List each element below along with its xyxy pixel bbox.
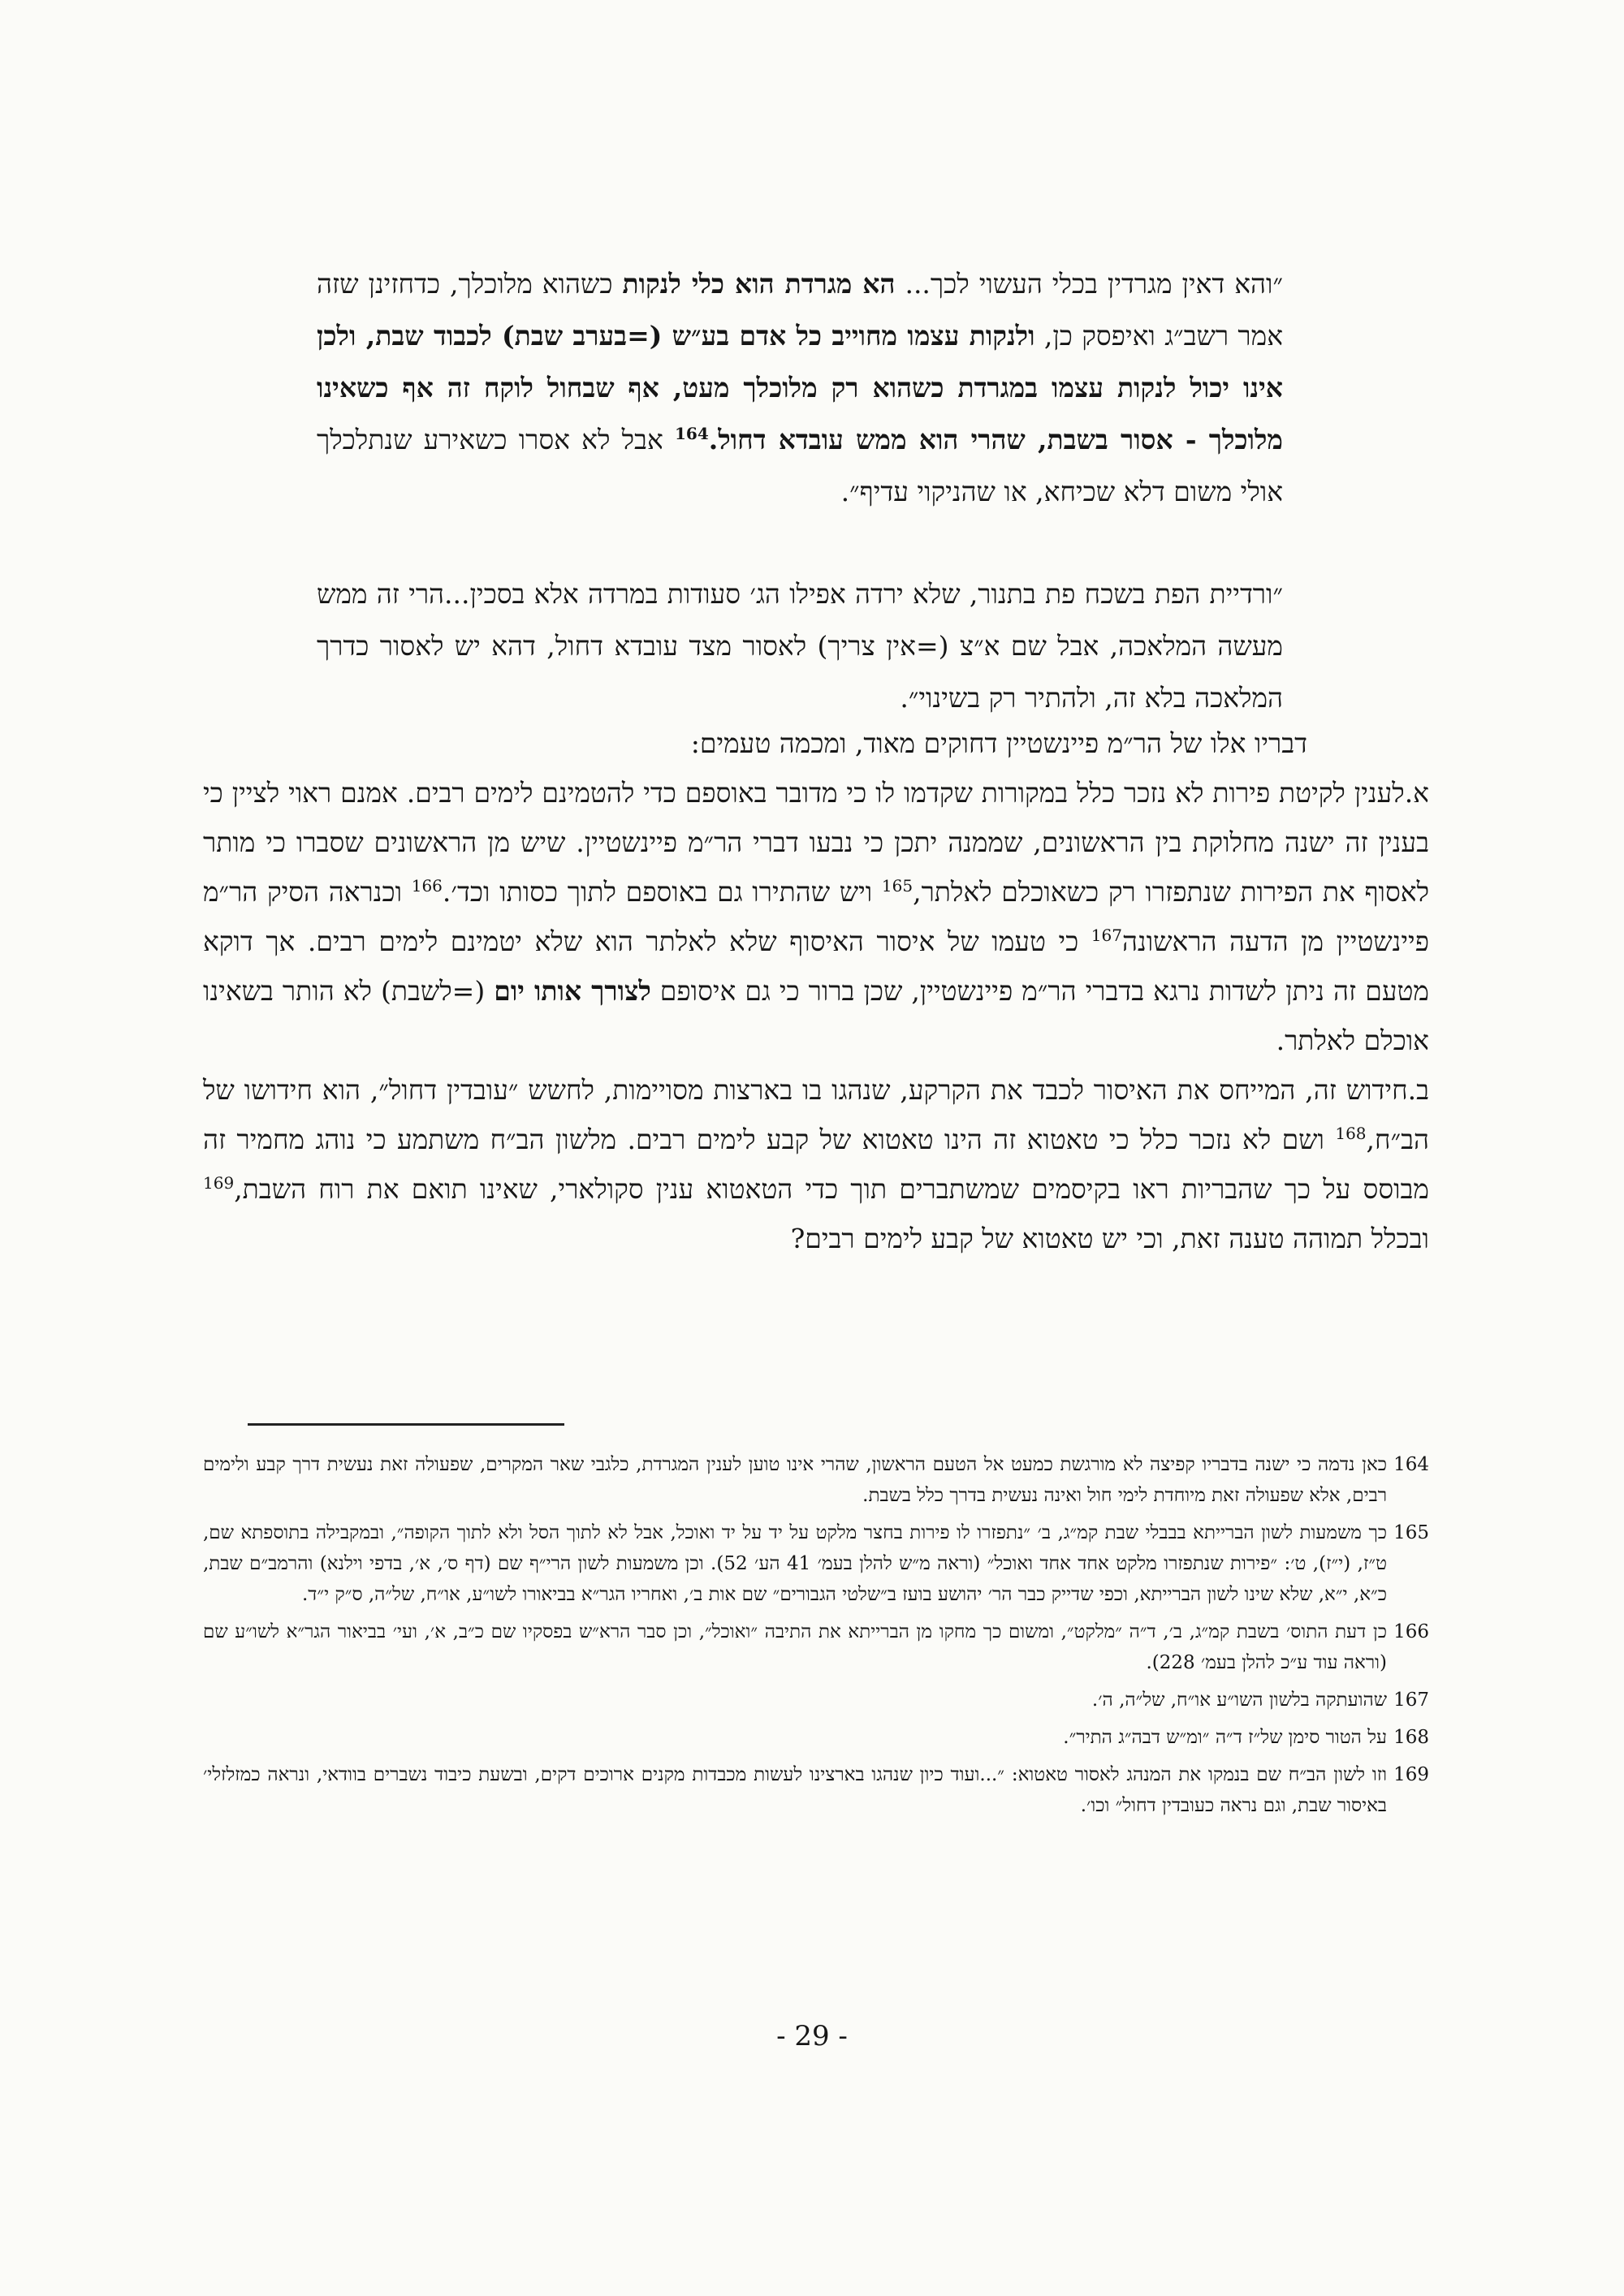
footnote-text: כן דעת התוס׳ בשבת קמ״ג, ב׳, ד״ה ״מלקט״, ומשום כך מחקו מן הברייתא את התיבה ״ואוכל״, וכן סבר הרא״ש בפסקיו שם כ״ב, א׳, ועי׳ בביאור הגר״א לשו״ע שם (וראה עוד ע״כ להלן בעמ׳ 228).	[203, 1621, 1387, 1673]
footnote-number: 166	[1393, 1621, 1429, 1642]
footnote-text: וזו לשון הב״ח שם בנמקו את המנהג לאסור טאטוא: ״...ועוד כיון שנהגו בארצינו לעשות מכבדות מקנים ארוכים דקים, ובשעת כיבוד נשברים בוודאי, ונראה כמזלזלי׳ באיסור שבת, וגם נראה כעובדין דחול״ וכו׳.	[203, 1764, 1388, 1816]
footnote-167	[203, 1685, 1429, 1716]
footnote-text: כאן נדמה כי ישנה בדבריו קפיצה לא מורגשת כמעט אל הטעם הראשון, שהרי אינו טוען לענין המגרדת, כלגבי שאר המקרים, שפעולה זאת נעשית דרך קבע ולימים רבים, אלא שפעולה זאת מיוחדת לימי חול ואינה נעשית בדרך כלל בשבת.	[203, 1454, 1387, 1506]
point-b-text-1: ב.חידוש זה, המייחס את האיסור לכבד את הקרקע, שנהגו בו בארצות מסויימות, לחשש ״עובדין דחול״, הוא חידושו של הב״ח,	[203, 1074, 1429, 1155]
quote1-bold-2-text: ולנקות עצמו מחוייב כל אדם בע״ש (=בערב שבת) לכבוד שבת, ולכן אינו יכול לנקות עצמו במגרדת כשהוא רק מלוכלך מעט, אף שבחול לוקח זה אף כשאינו מלוכלך - אסור בשבת, שהרי הוא ממש עובדא דחול.	[317, 320, 1283, 455]
intro-text: דבריו אלו של הר״מ פיינשטיין דחוקים מאוד, ומכמה טעמים:	[690, 727, 1307, 759]
block-quote-1	[317, 258, 1283, 518]
quote1-text-2: כשהוא מלוכלך, כדחזינן שזה אמר רשב״ג ואיפסק כן,	[317, 268, 1283, 352]
footnote-number: 168	[1393, 1727, 1429, 1748]
footnotes-section	[203, 1449, 1429, 1828]
point-a-text-1: א.לענין לקיטת פירות לא נזכר כלל במקורות שקדמו לו כי מדובר באוספם כדי להטמינם לימים רבים. אמנם ראוי לציין כי בענין זה ישנה מחלוקת בין הראשונים, שממנה יתכן כי נבעו דברי הר״מ פיינשטיין. שיש מן הראשונים שסברו כי מותר לאסוף את הפירות שנתפזרו רק כשאוכלם לאלתר,	[203, 777, 1430, 908]
footnote-text: כך משמעות לשון הברייתא בבבלי שבת קמ״ג, ב׳ ״נתפזרו לו פירות בחצר מלקט על יד על יד ואוכל, אבל לא לתוך הסל ולא לתוך הקופה״, ובמקבילה בתוספתא שם, ט״ז, (י״ז), ט׳: ״פירות שנתפזרו מלקט אחד אחד ואוכל״ (וראה מ״ש להלן בעמ׳ 41 הע׳ 52). וכן משמעות לשון הרי״ף שם (דף ס׳, א׳, בדפי וילנא) והרמב״ם שבת, כ״א, י״א, שלא שינו לשון הברייתא, וכפי שדייק כבר הר׳ יהושע בועז ב״שלטי הגבורים״ שם אות ב׳, ואחריו הגר״א בביאורו לשו״ע, או״ח, של״ה, ס״ק י״ד.	[203, 1522, 1387, 1605]
point-a-text-5: (=לשבת) לא הותר בשאינו אוכלם לאלתר.	[203, 975, 1429, 1056]
footnote-165	[203, 1517, 1429, 1610]
footnote-number: 165	[1393, 1522, 1429, 1543]
footnote-168	[203, 1722, 1429, 1753]
footnote-164	[203, 1449, 1429, 1511]
block-quote-2	[317, 568, 1283, 724]
footnote-text: על הטור סימן של״ז ד״ה ״ומ״ש דבה״ג התיר״.	[1063, 1727, 1387, 1748]
footnote-169	[203, 1759, 1429, 1821]
point-b-text-3: ובכלל תמוהה טענה זאת, וכי יש טאטוא של קבע לימים רבים?	[790, 1223, 1429, 1254]
footnote-text: שהועתקה בלשון השו״ע או״ח, של״ה, ה׳.	[1091, 1690, 1387, 1711]
point-a-bold: לצורך אותו יום	[494, 975, 651, 1007]
paragraph-point-a	[203, 768, 1429, 1065]
quote1-text-1: ״והא דאין מגרדין בכלי העשוי לכך...	[895, 268, 1283, 300]
footnote-number: 169	[1393, 1764, 1429, 1785]
footnote-ref-169[interactable]: 169	[203, 1173, 235, 1193]
footnote-166	[203, 1616, 1429, 1678]
footnote-ref-165[interactable]: 165	[881, 876, 914, 896]
point-a-text-3: וכנראה הסיק הר״מ פיינשטיין מן הדעה הראשונה	[203, 876, 1430, 957]
footnote-ref-168[interactable]: 168	[1335, 1124, 1367, 1143]
footnote-separator	[248, 1423, 564, 1426]
footnote-ref-164[interactable]: 164	[675, 424, 709, 443]
quote1-text-3: אבל לא אסרו כשאירע שנתלכלך אולי משום דלא שכיחא, או שהניקוי עדיף״.	[317, 424, 1283, 507]
quote2-text: ״ורדיית הפת בשכח פת בתנור, שלא ירדה אפילו הג׳ סעודות במרדה אלא בסכין...הרי זה ממש מעשה המלאכה, אבל שם א״צ (=אין צריך) לאסור מצד עובדא דחול, דהא יש לאסור כדרך המלאכה בלא זה, ולהתיר רק בשינוי״.	[317, 578, 1283, 714]
paragraph-point-b	[203, 1065, 1429, 1263]
point-a-text-2: ויש שהתירו גם באוספם לתוך כסותו וכד׳.	[442, 876, 882, 908]
footnote-number: 167	[1393, 1690, 1429, 1711]
footnote-number: 164	[1393, 1454, 1429, 1475]
point-b-text-2: ושם לא נזכר כלל כי טאטוא זה הינו טאטוא של קבע לימים רבים. מלשון הב״ח משתמע כי נוהג מחמיר זה מבוסס על כך שהבריות ראו בקיסמים שמשתברים תוך כדי הטאטוא ענין סקולארי, שאינו תואם את רוח השבת,	[203, 1124, 1429, 1205]
point-a-text-4: כי טעמו של איסור האיסוף שלא לאלתר הוא שלא יטמינם לימים רבים. אך דוקא מטעם זה ניתן לשדות נרגא בדברי הר״מ פיינשטיין, שכן ברור כי גם איסופם	[203, 926, 1429, 1007]
footnote-ref-166[interactable]: 166	[411, 876, 443, 896]
intro-paragraph	[203, 719, 1429, 768]
quote1-bold-1: הא מגרדת הוא כלי לנקות	[622, 268, 896, 300]
page-number: - 29 -	[776, 2020, 848, 2052]
footnote-ref-167[interactable]: 167	[1091, 926, 1122, 945]
